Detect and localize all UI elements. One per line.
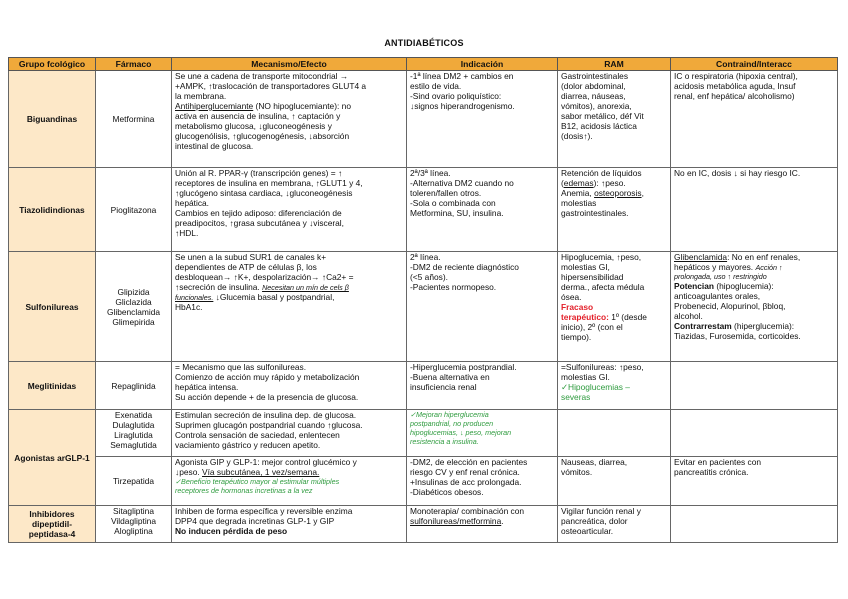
text-line: Se unen a la subud SUR1 de canales k+: [175, 252, 327, 262]
text-line: -1ª línea DM2 + cambios en: [410, 71, 514, 81]
positive-note: postpandrial, no producen: [410, 419, 494, 428]
text-fragment: (: [561, 178, 564, 188]
text-line: Vigilar función renal y: [561, 506, 641, 516]
drug-cell: [96, 362, 172, 410]
indicacion-cell: [407, 362, 558, 410]
group-cell: Meglitinidas: [9, 362, 96, 410]
underlined-text: osteoporosis: [594, 188, 642, 198]
text-line: vómitos), anorexia,: [561, 101, 632, 111]
row-meglitinidas: [9, 362, 838, 410]
text-fragment: hepáticos y mayores.: [674, 262, 756, 272]
indicacion-cell: [407, 252, 558, 362]
contraind-cell: [671, 362, 838, 410]
text-line: vaciamiento gástrico y reducen apetito.: [175, 440, 321, 450]
row-dpp4: [9, 506, 838, 543]
header-grupo: Grupo fcológico: [9, 58, 96, 71]
text-line: renal, enf hepática/ alcoholismo): [674, 91, 795, 101]
indicacion-cell: [407, 457, 558, 506]
positive-note: resistencia a insulina.: [410, 437, 479, 446]
text-line: [175, 292, 403, 302]
mecanismo-cell: [172, 168, 407, 252]
text-line: desbloquean→ ↑K+, despolarización→ ↑Ca2+ =: [175, 272, 354, 282]
mecanismo-cell: [172, 252, 407, 362]
mecanismo-cell: [172, 410, 407, 457]
contraind-cell: [671, 168, 838, 252]
positive-note: ✓Beneficio terapéutico mayor al estimular múltiples: [175, 477, 340, 486]
text-line: [175, 467, 403, 477]
text-fragment: ,: [641, 188, 644, 198]
underlined-text: sulfonilureas/metformina: [410, 516, 502, 526]
contraind-cell: [671, 457, 838, 506]
row-biguanidas: [9, 71, 838, 168]
text-line: [175, 282, 403, 292]
text-line: Inhiben de forma específica y reversible enzima: [175, 506, 353, 516]
text-line: =Sulfonilureas: ↑peso,: [561, 362, 644, 372]
drug-name: Metformina: [112, 114, 155, 124]
text-line: Unión al R. PPAR-γ (transcripción genes) = ↑: [175, 168, 343, 178]
drug-name: Glimepirida: [112, 316, 155, 327]
text-line: dependientes de ATP de células β, los: [175, 262, 317, 272]
text-fragment: ): ↑peso.: [593, 178, 626, 188]
text-line: -DM2, de elección en pacientes: [410, 457, 528, 467]
contraind-cell: [671, 410, 838, 457]
group-cell: Agonistas arGLP-1: [9, 410, 96, 506]
underlined-text: edemas: [563, 178, 594, 188]
text-line: la membrana.: [175, 91, 227, 101]
text-fragment: ↓peso.: [175, 467, 203, 477]
underlined-text: Vía subcutánea, 1 vez/semana.: [202, 467, 320, 477]
text-line: Metformina, SU, insulina.: [410, 208, 504, 218]
text-line: Hipoglucemia, ↑peso,: [561, 252, 642, 262]
highlight-text: terapéutico:: [561, 312, 609, 322]
text-line: -Hiperglucemia postprandial.: [410, 362, 517, 372]
text-line: -DM2 de reciente diagnóstico: [410, 262, 519, 272]
text-line: pancreatitis crónica.: [674, 467, 749, 477]
drug-name: Repaglinida: [111, 380, 156, 391]
underlined-text: Necesitan un mín de cels β: [262, 283, 349, 292]
text-line: (dolor abdominal,: [561, 81, 626, 91]
text-line: estilo de vida.: [410, 81, 462, 91]
text-line: glucogenólisis, ↑glucogenogénesis, ↓absorción: [175, 131, 350, 141]
text-line: Retención de líquidos: [561, 168, 642, 178]
text-line: DPP4 que degrada incretinas GLP-1 y GIP: [175, 516, 335, 526]
text-line: Gastrointestinales: [561, 71, 629, 81]
text-line: -Buena alternativa en: [410, 372, 490, 382]
text-line: Agonista GIP y GLP-1: mejor control glucémico y: [175, 457, 357, 467]
text-line: Tiazidas, Furosemida, corticoides.: [674, 331, 801, 341]
drug-name: Sitagliptina: [113, 506, 154, 516]
drug-cell: [96, 252, 172, 362]
bold-text: No inducen pérdida de peso: [175, 526, 288, 536]
text-fragment: : No en enf renales,: [727, 252, 801, 262]
header-row: [9, 58, 838, 71]
text-line: Monoterapia/ combinación con: [410, 506, 525, 516]
text-line: [175, 101, 403, 111]
drug-cell: [96, 457, 172, 506]
drug-cell: [96, 71, 172, 168]
text-line: [674, 321, 834, 331]
text-line: hepática intensa.: [175, 382, 239, 392]
text-line: No en IC, dosis ↓ si hay riesgo IC.: [674, 168, 801, 178]
text-line: Nauseas, diarrea,: [561, 457, 628, 467]
drug-name: Vildagliptina: [110, 516, 156, 526]
header-contraind: Contraind/Interacc: [671, 58, 838, 71]
contraind-cell: [671, 71, 838, 168]
text-line: B12, acidosis láctica: [561, 121, 637, 131]
mecanismo-cell: [172, 362, 407, 410]
page-title: ANTIDIABÉTICOS: [384, 38, 464, 48]
text-line: hipersensibilidad: [561, 272, 624, 282]
text-line: [561, 312, 667, 322]
text-line: HbA1c.: [175, 302, 203, 312]
text-line: Suprimen glucagón postpandrial cuando ↑glucosa.: [175, 420, 363, 430]
drug-name: Gliclazida: [115, 296, 152, 307]
drug-name: Tirzepatida: [112, 476, 155, 486]
text-line: activa en ausencia de insulina, ↑ captación y: [175, 111, 341, 121]
text-line: -Diabéticos obesos.: [410, 487, 484, 497]
text-fragment: ↓Glucemia basal y postpandrial,: [213, 292, 335, 302]
bold-text: Contrarrestam: [674, 321, 732, 331]
mecanismo-cell: [172, 71, 407, 168]
ram-cell: [558, 71, 671, 168]
ram-cell: [558, 506, 671, 543]
text-fragment: ↑secreción de insulina.: [175, 282, 263, 292]
row-tirzepatida: [9, 457, 838, 506]
ram-cell: [558, 252, 671, 362]
text-fragment: .: [501, 516, 504, 526]
mecanismo-cell: [172, 506, 407, 543]
ram-cell: [558, 168, 671, 252]
text-line: Probenecid, Alopurinol, βbloq,: [674, 301, 786, 311]
drug-cell: [96, 410, 172, 457]
row-glp1: [9, 410, 838, 457]
row-tiazolidindionas: [9, 168, 838, 252]
drug-cell: [96, 168, 172, 252]
header-indicacion: Indicación: [407, 58, 558, 71]
group-cell: Inhibidores dipeptidil-peptidasa-4: [9, 506, 96, 543]
positive-note: ✓Mejoran hiperglucemia: [410, 410, 489, 419]
text-line: molestias: [561, 198, 597, 208]
text-line: inicio), 2º (con el: [561, 322, 623, 332]
bold-text: Potencian: [674, 281, 715, 291]
header-farmaco: Fármaco: [96, 58, 172, 71]
text-line: +AMPK, ↑traslocación de transportadores GLUT4 a: [175, 81, 367, 91]
text-line: insuficiencia renal: [410, 382, 477, 392]
text-line: Cambios en tejido adiposo: diferenciación de: [175, 208, 342, 218]
row-sulfonilureas: [9, 252, 838, 362]
underlined-text: Antihiperglucemiante: [175, 101, 254, 111]
text-line: Se une a cadena de transporte mitocondrial →: [175, 71, 349, 81]
drug-name: Glipizida: [117, 286, 150, 297]
text-line: [561, 188, 667, 198]
drug-name: Glibenclamida: [106, 306, 161, 317]
text-line: osteoarticular.: [561, 526, 614, 536]
text-line: gastrointestinales.: [561, 208, 629, 218]
text-line: = Mecanismo que las sulfonilureas.: [175, 362, 307, 372]
indicacion-cell: [407, 410, 558, 457]
text-line: 2ª/3ª línea.: [410, 168, 451, 178]
text-line: (<5 años).: [410, 272, 448, 282]
drug-name: Exenatida: [114, 410, 153, 420]
drug-name: Liraglutida: [114, 430, 153, 440]
indicacion-cell: [407, 168, 558, 252]
underlined-text: funcionales.: [175, 293, 214, 302]
text-line: Estimulan secreción de insulina dep. de glucosa.: [175, 410, 357, 420]
text-line: molestias GI,: [561, 262, 610, 272]
ram-cell: [558, 362, 671, 410]
text-line: -Sind ovario poliquístico:: [410, 91, 502, 101]
text-line: riesgo CV y enf renal crónica.: [410, 467, 520, 477]
text-line: Comienzo de acción muy rápido y metabolización: [175, 372, 360, 382]
text-line: 2ª línea.: [410, 252, 441, 262]
positive-note: ✓Hipoglucemias –: [561, 382, 630, 392]
text-line: anticoagulantes orales,: [674, 291, 761, 301]
header-mecanismo: Mecanismo/Efecto: [172, 58, 407, 71]
text-line: metabolismo glucosa, ↓gluconeogénesis y: [175, 121, 332, 131]
text-line: sabor metálico, déf Vit: [561, 111, 644, 121]
mecanismo-cell: [172, 457, 407, 506]
ram-cell: [558, 410, 671, 457]
text-line: diarrea, náuseas,: [561, 91, 626, 101]
text-line: preadipocitos, ↑grasa subcutánea y ↓visceral,: [175, 218, 344, 228]
group-cell: Biguandinas: [9, 71, 96, 168]
positive-note: receptores de hormonas incretinas a la vez: [175, 486, 313, 495]
text-line: [674, 252, 834, 262]
drug-cell: [96, 506, 172, 543]
indicacion-cell: [407, 506, 558, 543]
italic-text: prolongada, uso ↑ restringido: [674, 272, 767, 281]
ram-cell: [558, 457, 671, 506]
text-line: -Pacientes normopeso.: [410, 282, 497, 292]
text-line: ↑glucógeno sintasa cardiaca, ↓gluconeogénesis: [175, 188, 353, 198]
text-line: (dosis↑).: [561, 131, 593, 141]
text-line: -Alternativa DM2 cuando no: [410, 178, 514, 188]
text-line: ↓signos hiperandrogenismo.: [410, 101, 515, 111]
contraind-cell: [671, 252, 838, 362]
text-line: Su acción depende + de la presencia de glucosa.: [175, 392, 359, 402]
underlined-text: Glibenclamida: [674, 252, 728, 262]
positive-note: hipoglucemias, ↓ peso, mejoran: [410, 428, 512, 437]
text-fragment: 1º (desde: [608, 312, 647, 322]
text-line: -Sola o combinada con: [410, 198, 496, 208]
text-line: [410, 516, 554, 526]
text-fragment: (hipoglucemia):: [714, 281, 774, 291]
text-fragment: Anemia,: [561, 188, 595, 198]
text-line: tiempo).: [561, 332, 592, 342]
text-line: [674, 262, 834, 272]
text-line: alcohol.: [674, 311, 703, 321]
text-line: pancreática, dolor: [561, 516, 628, 526]
drug-name: Semaglutida: [110, 440, 157, 450]
group-cell: Sulfonilureas: [9, 252, 96, 362]
group-cell: Tiazolidindionas: [9, 168, 96, 252]
text-line: vómitos.: [561, 467, 593, 477]
highlight-text: Fracaso: [561, 302, 594, 312]
text-line: +Insulinas de acc prolongada.: [410, 477, 522, 487]
text-line: acidosis metabólica aguda, Insuf: [674, 81, 796, 91]
text-line: ↑HDL.: [175, 228, 199, 238]
text-line: molestias GI.: [561, 372, 610, 382]
contraind-cell: [671, 506, 838, 543]
text-line: [561, 178, 667, 188]
header-ram: RAM: [558, 58, 671, 71]
text-line: [674, 281, 834, 291]
text-line: intestinal de glucosa.: [175, 141, 254, 151]
text-fragment: (hiperglucemia):: [731, 321, 795, 331]
text-line: ósea.: [561, 292, 582, 302]
antidiabetics-table: [8, 57, 838, 543]
text-line: toleren/fallen otros.: [410, 188, 482, 198]
text-line: Controla sensación de saciedad, enlentecen: [175, 430, 340, 440]
text-line: derma., afecta médula: [561, 282, 645, 292]
drug-name: Alogliptina: [114, 526, 153, 536]
text-line: hepática.: [175, 198, 209, 208]
text-line: receptores de insulina en membrana, ↑GLUT1 y 4,: [175, 178, 363, 188]
text-line: Evitar en pacientes con: [674, 457, 762, 467]
positive-note: severas: [561, 392, 591, 402]
text-line: IC o respiratoria (hipoxia central),: [674, 71, 798, 81]
drug-name: Pioglitazona: [110, 204, 157, 215]
italic-text: Acción ↑: [755, 263, 783, 272]
text-fragment: (NO hipoglucemiante): no: [253, 101, 351, 111]
drug-name: Dulaglutida: [112, 420, 155, 430]
indicacion-cell: [407, 71, 558, 168]
